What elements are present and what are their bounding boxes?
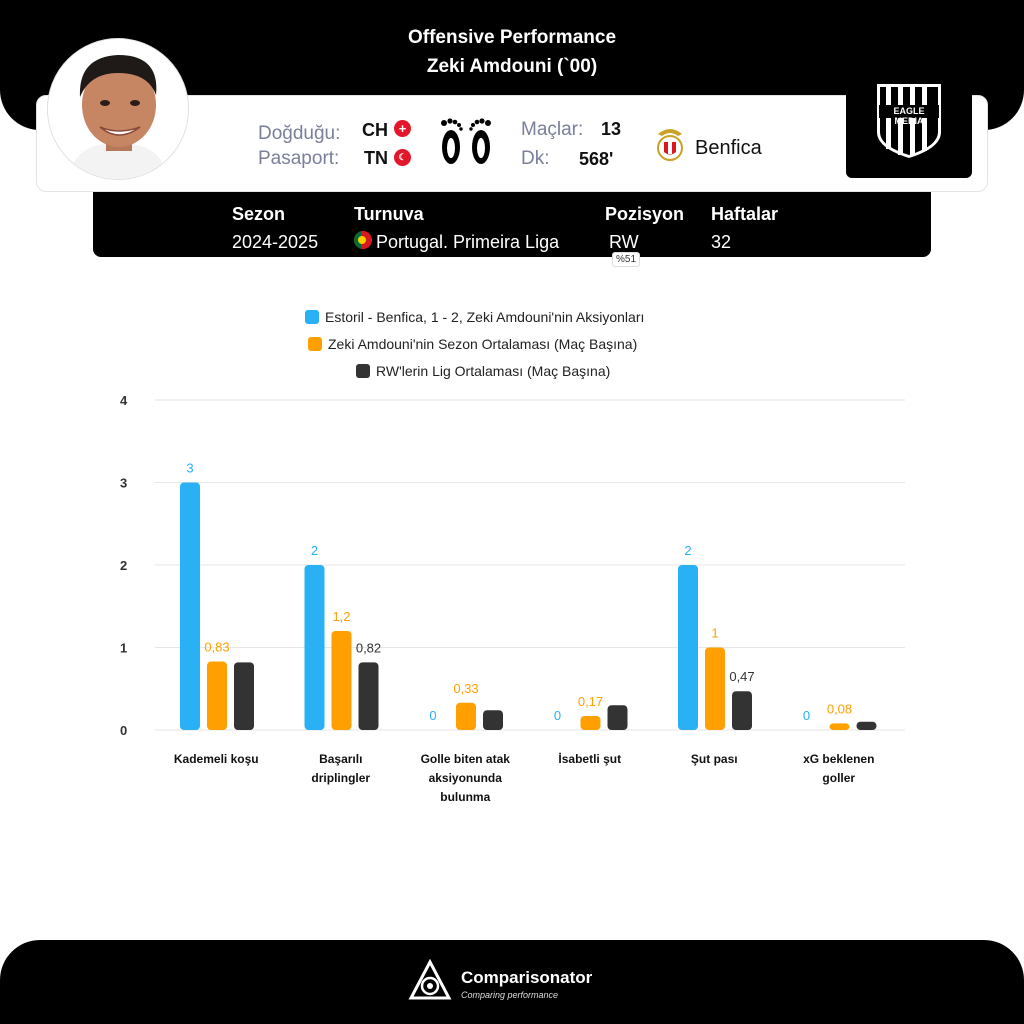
x-tick-label: aksiyonunda bbox=[428, 771, 502, 785]
data-label: 0,17 bbox=[577, 693, 604, 709]
data-label: 1 bbox=[711, 625, 719, 641]
season-value: 2024-2025 bbox=[232, 232, 319, 252]
bar bbox=[678, 565, 698, 730]
legend-label-league-avg: RW'lerin Lig Ortalaması (Maç Başına) bbox=[376, 363, 611, 379]
club-name: Benfica bbox=[695, 137, 762, 159]
passport-country-code: TN bbox=[364, 148, 388, 168]
data-label: 0 bbox=[553, 708, 562, 723]
legend-item-season-avg bbox=[308, 336, 637, 352]
bar bbox=[830, 723, 850, 730]
position-value: RW bbox=[609, 232, 639, 252]
x-tick-label: Golle biten atak bbox=[420, 752, 510, 766]
passport-label: Pasaport: bbox=[258, 148, 340, 169]
data-label: 0 bbox=[802, 708, 811, 723]
y-tick-label: 2 bbox=[120, 558, 128, 573]
data-label: 0,82 bbox=[355, 640, 382, 656]
bar bbox=[705, 648, 725, 731]
tournament-header: Turnuva bbox=[354, 204, 424, 224]
tournament-value: Portugal. Primeira Liga bbox=[376, 232, 560, 252]
x-tick-label: bulunma bbox=[440, 790, 491, 804]
bar bbox=[608, 705, 628, 730]
season-bar bbox=[93, 192, 931, 257]
birth-country-code: CH bbox=[362, 120, 388, 140]
bar bbox=[332, 631, 352, 730]
bar bbox=[456, 703, 476, 730]
bar bbox=[305, 565, 325, 730]
bar-chart bbox=[0, 380, 1024, 820]
footprints-icon bbox=[435, 113, 497, 178]
legend-label-match: Estoril - Benfica, 1 - 2, Zeki Amdouni'nin Aksiyonları bbox=[325, 309, 645, 325]
data-label: 3 bbox=[186, 460, 194, 476]
matches-label: Maçlar: bbox=[521, 119, 584, 140]
bar bbox=[581, 716, 601, 730]
legend-label-season-avg: Zeki Amdouni'nin Sezon Ortalaması (Maç Başına) bbox=[328, 336, 638, 352]
data-label: 2 bbox=[684, 543, 692, 558]
x-tick-label: Başarılı bbox=[319, 752, 363, 766]
bar bbox=[207, 662, 227, 730]
data-label: 0,33 bbox=[453, 680, 479, 696]
benfica-crest-icon bbox=[652, 124, 688, 169]
tunisia-flag-icon: ☾ bbox=[394, 149, 411, 166]
data-label: 0 bbox=[429, 708, 437, 723]
portugal-flag-icon bbox=[354, 231, 372, 249]
swiss-flag-icon: + bbox=[394, 120, 411, 137]
y-tick-label: 3 bbox=[120, 475, 128, 491]
y-tick-label: 4 bbox=[120, 393, 128, 408]
position-percentage-tag: %51 bbox=[612, 252, 640, 267]
x-tick-label: Kademeli koşu bbox=[173, 752, 259, 766]
footer-brand: Comparisonator bbox=[461, 968, 593, 987]
legend-item-league-avg bbox=[356, 363, 610, 379]
position-header: Pozisyon bbox=[605, 204, 685, 224]
x-tick-label: goller bbox=[822, 771, 856, 785]
matches-value: 13 bbox=[601, 119, 622, 139]
bar bbox=[359, 662, 379, 730]
eagle-media-logo bbox=[846, 80, 972, 178]
birth-label: Doğduğu: bbox=[258, 123, 341, 144]
bar bbox=[180, 483, 200, 731]
legend-swatch-season-avg bbox=[308, 337, 322, 351]
season-header: Sezon bbox=[232, 204, 286, 224]
player-name: Zeki Amdouni (`00) bbox=[426, 56, 598, 77]
bar bbox=[483, 710, 503, 730]
bar bbox=[732, 691, 752, 730]
x-tick-label: xG beklenen bbox=[803, 752, 875, 766]
player-avatar bbox=[47, 38, 189, 180]
x-tick-label: İsabetli şut bbox=[558, 752, 622, 766]
data-label: 2 bbox=[310, 543, 319, 558]
comparisonator-logo-icon bbox=[407, 958, 453, 1009]
page-title: Offensive Performance bbox=[407, 27, 617, 48]
legend-item-match bbox=[305, 309, 644, 325]
weeks-header: Haftalar bbox=[711, 204, 779, 224]
eagle-media-logo-text: EAGLE MEDIA bbox=[893, 106, 925, 126]
weeks-value: 32 bbox=[711, 232, 732, 252]
footer-tagline: Comparing performance bbox=[461, 990, 559, 1000]
minutes-value: 568' bbox=[579, 149, 614, 169]
minutes-label: Dk: bbox=[521, 148, 550, 169]
bar bbox=[234, 662, 254, 730]
data-label: 0,08 bbox=[826, 701, 853, 717]
legend-swatch-match bbox=[305, 310, 319, 324]
x-tick-label: driplingler bbox=[311, 771, 371, 785]
x-tick-label: Şut pası bbox=[690, 752, 738, 766]
y-tick-label: 0 bbox=[120, 723, 128, 738]
legend-swatch-league-avg bbox=[356, 364, 370, 378]
y-tick-label: 1 bbox=[120, 640, 128, 656]
bar bbox=[857, 722, 877, 730]
data-label: 0,83 bbox=[204, 639, 230, 655]
data-label: 0,47 bbox=[729, 669, 755, 685]
data-label: 1,2 bbox=[332, 609, 351, 624]
